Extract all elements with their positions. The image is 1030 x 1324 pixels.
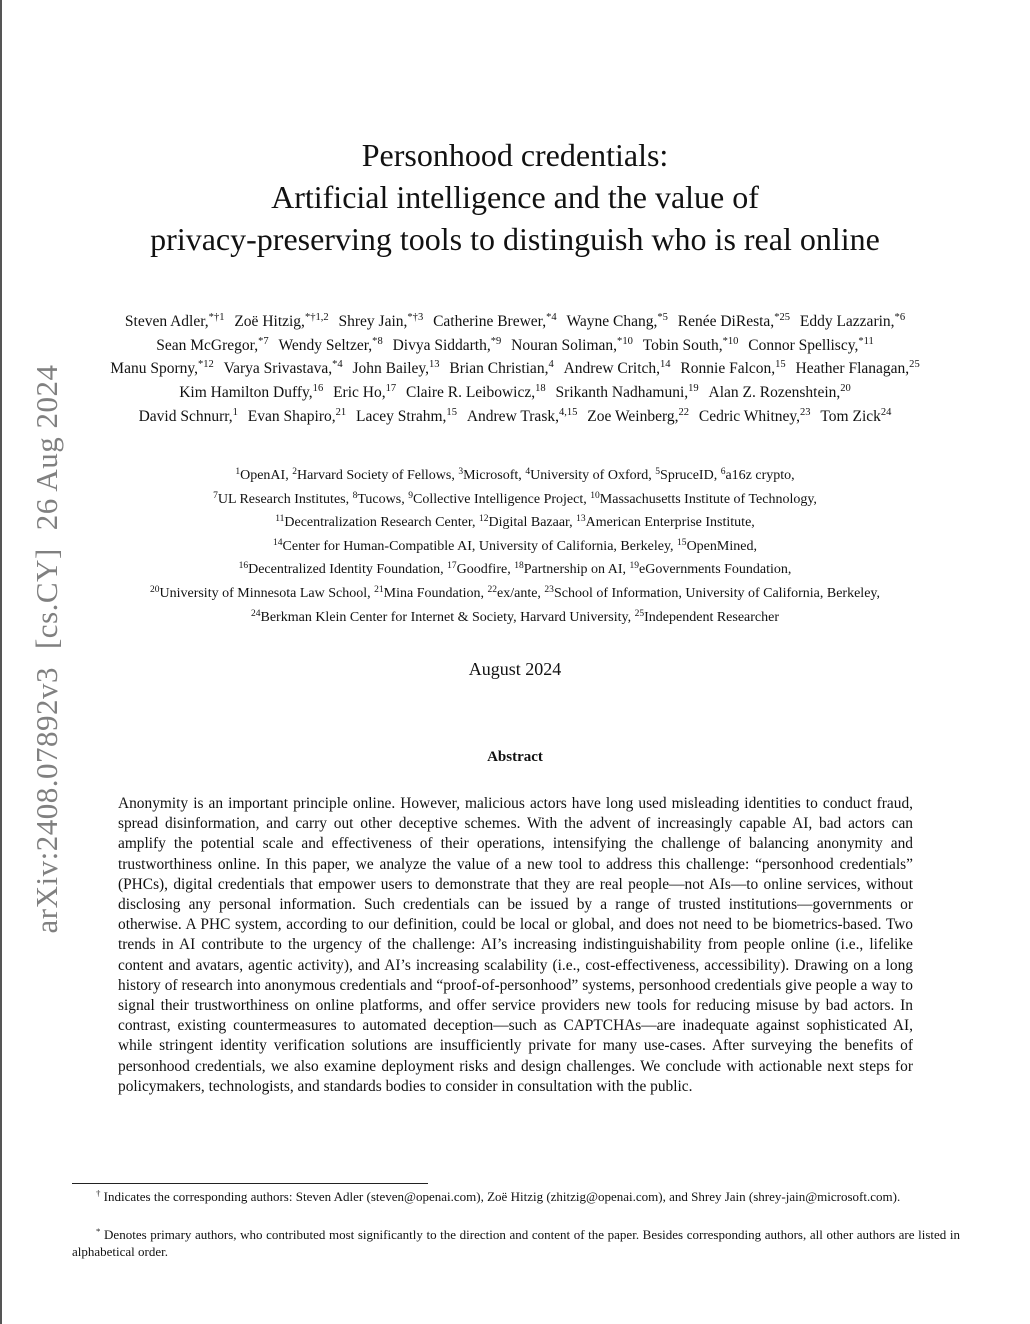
paper-title [0, 134, 1030, 260]
affiliation [576, 515, 755, 530]
affiliation-name: Harvard Society of Fellows, [296, 468, 455, 483]
title-line: Personhood credentials: [361, 137, 669, 173]
author [333, 384, 396, 401]
author-affiliation-marks: *†1 [208, 312, 225, 324]
affiliation-line [0, 464, 1030, 488]
author-name: Wendy Seltzer, [278, 336, 373, 354]
affiliation-number: 21 [374, 584, 384, 595]
affiliation-name: SpruceID, [660, 468, 718, 483]
affiliation [487, 586, 540, 601]
author [234, 313, 328, 330]
publication-date: August 2024 [468, 659, 562, 679]
author [248, 408, 346, 425]
author [820, 408, 891, 425]
author [467, 408, 578, 425]
author-line [0, 357, 1030, 381]
affiliation [525, 468, 651, 483]
author [224, 360, 343, 377]
author-affiliation-marks: 17 [385, 383, 397, 395]
author-affiliation-marks: 15 [446, 407, 457, 419]
author-name: Kim Hamilton Duffy, [179, 384, 313, 402]
affiliation-number: 2 [292, 466, 297, 477]
footnote-mark: * [96, 1226, 101, 1237]
affiliation-name: UL Research Institutes, [217, 491, 350, 507]
author [748, 337, 873, 354]
affiliation-line [0, 582, 1030, 606]
affiliation-name: OpenAI, [240, 468, 289, 483]
author-name: Renée DiResta, [677, 313, 775, 330]
author [449, 360, 553, 377]
affiliation-name: Independent Researcher [644, 609, 780, 625]
affiliation [273, 539, 674, 554]
author-name: Andrew Trask, [466, 407, 559, 425]
author-affiliation-marks: *4 [332, 359, 343, 371]
author [433, 313, 557, 330]
author-affiliation-marks: 21 [335, 407, 347, 419]
affiliation [408, 492, 587, 507]
affiliation [479, 515, 573, 530]
footnote-text: Indicates the corresponding authors: Steven Adler (steven@openai.com), Zoë Hitzig (zhitzig@openai.com), and Shrey Jain (shrey-jain@microsoft.com). [103, 1189, 901, 1204]
affiliation [677, 539, 757, 554]
affiliation [239, 562, 444, 577]
author [709, 384, 851, 401]
author-name: Brian Christian, [449, 360, 549, 378]
title-line: privacy-preserving tools to distinguish who is real online [150, 221, 880, 257]
affiliation [374, 586, 484, 601]
affiliation-number: 18 [514, 561, 524, 572]
author [356, 408, 457, 425]
affiliation-line [0, 535, 1030, 559]
author-name: Zoe Weinberg, [587, 407, 679, 425]
affiliation-name: School of Information, University of California, Berkeley, [553, 585, 881, 601]
author [110, 360, 213, 377]
author-name: Alan Z. Rozenshtein, [708, 384, 841, 402]
author [699, 408, 811, 425]
affiliation-number: 19 [629, 561, 639, 572]
affiliation-name: Collective Intelligence Project, [412, 491, 587, 507]
author-affiliation-marks: *†1,2 [304, 312, 329, 324]
arxiv-id: arXiv:2408.07892v3 [29, 667, 64, 934]
affiliation-number: 25 [634, 608, 645, 619]
author-affiliation-marks: *6 [894, 312, 906, 324]
author-list [0, 310, 1030, 429]
affiliation-name: University of Oxford, [530, 468, 652, 483]
affiliation [251, 610, 631, 625]
affiliation [275, 515, 475, 530]
author-name: Claire R. Leibowicz, [406, 384, 536, 402]
affiliation [590, 492, 817, 507]
author-line [0, 381, 1030, 405]
author-name: Srikanth Nadhamuni, [555, 384, 689, 402]
author-name: Eric Ho, [333, 384, 386, 402]
affiliation-name: University of Minnesota Law School, [159, 585, 371, 601]
author-name: Cedric Whitney, [698, 407, 801, 425]
author-affiliation-marks: *4 [546, 312, 557, 324]
affiliation-number: 10 [590, 490, 600, 501]
author-name: Connor Spelliscy, [748, 336, 859, 354]
affiliation [235, 468, 288, 483]
affiliation-number: 12 [478, 513, 489, 524]
author-name: Steven Adler, [124, 313, 209, 330]
affiliation-name: Berkman Klein Center for Internet & Society, Harvard University, [260, 609, 632, 625]
author-name: Wayne Chang, [566, 313, 658, 330]
affiliation-line [0, 558, 1030, 582]
affiliation-name: Center for Human-Compatible AI, University of California, Berkeley, [282, 538, 674, 554]
author-affiliation-marks: *8 [372, 335, 383, 347]
affiliation-name: Decentralized Identity Foundation, [248, 562, 444, 578]
affiliation-name: Partnership on AI, [523, 562, 626, 578]
author [339, 313, 424, 330]
affiliation-number: 24 [250, 608, 261, 619]
affiliation-number: 23 [544, 584, 554, 595]
author-affiliation-marks: 25 [909, 359, 920, 371]
author-name: Tom Zick [820, 407, 881, 425]
affiliation [721, 468, 795, 483]
author [139, 408, 238, 425]
author [564, 360, 671, 377]
author-affiliation-marks: 20 [840, 383, 851, 395]
author-affiliation-marks: *7 [258, 335, 269, 347]
author-name: Zoë Hitzig, [234, 313, 305, 330]
author-affiliation-marks: *10 [722, 335, 739, 347]
affiliation [635, 610, 779, 625]
author-line [0, 405, 1030, 429]
author-affiliation-marks: 16 [312, 383, 324, 395]
author-affiliation-marks: *†3 [407, 312, 424, 324]
author [796, 360, 920, 377]
footnote-corresponding [72, 1188, 960, 1205]
affiliation-number: 1 [235, 466, 241, 477]
author [643, 337, 739, 354]
author-affiliation-marks: 19 [688, 383, 699, 395]
author [800, 313, 905, 330]
author [179, 384, 323, 401]
affiliation-name: Mina Foundation, [383, 585, 484, 601]
author-name: Andrew Critch, [563, 360, 661, 378]
affiliation-name: eGovernments Foundation, [639, 562, 792, 578]
author [156, 337, 268, 354]
author-affiliation-marks: 1 [232, 407, 238, 419]
affiliation-name: Massachusetts Institute of Technology, [599, 491, 817, 507]
affiliation-number: 15 [677, 537, 687, 548]
author [680, 360, 785, 377]
author-name: Shrey Jain, [338, 313, 408, 330]
author-affiliation-marks: *9 [490, 335, 502, 347]
affiliation-name: Decentralization Research Center, [284, 515, 476, 531]
arxiv-date: 26 Aug 2024 [29, 364, 64, 531]
affiliation [292, 468, 455, 483]
author-name: Ronnie Falcon, [680, 360, 776, 378]
arxiv-watermark [29, 347, 65, 934]
author-name: Manu Sporny, [110, 360, 198, 378]
affiliation-name: Microsoft, [463, 468, 522, 483]
affiliation-number: 13 [576, 513, 586, 524]
author-line [0, 334, 1030, 358]
author [125, 313, 225, 330]
affiliation-name: Digital Bazaar, [488, 515, 573, 531]
affiliation-number: 11 [275, 513, 285, 524]
title-line: Artificial intelligence and the value of [271, 179, 759, 215]
affiliation-number: 4 [525, 466, 531, 477]
footnote-text: Denotes primary authors, who contributed most significantly to the direction and content of the paper. Besides corresponding authors, all other authors are listed in alphabetical order. [72, 1227, 961, 1259]
footnote-primary [72, 1226, 960, 1260]
author-name: Catherine Brewer, [433, 313, 547, 330]
affiliation [544, 586, 880, 601]
affiliation-number: 9 [408, 490, 413, 501]
author [278, 337, 382, 354]
affiliation-number: 14 [273, 537, 283, 548]
affiliation-name: Goodfire, [456, 562, 511, 578]
author-name: John Bailey, [352, 360, 430, 378]
affiliation-number: 3 [458, 466, 464, 477]
affiliation-number: 20 [149, 584, 160, 595]
affiliation-name: a16z crypto, [725, 468, 795, 483]
author-name: Divya Siddarth, [392, 336, 491, 354]
author [353, 360, 440, 377]
affiliation [213, 492, 349, 507]
author [587, 408, 689, 425]
author-name: Eddy Lazzarin, [799, 313, 895, 330]
author-name: Lacey Strahm, [356, 407, 447, 425]
author [406, 384, 546, 401]
author [678, 313, 790, 330]
footnote-mark: † [96, 1188, 101, 1199]
author-affiliation-marks: 22 [678, 407, 689, 419]
affiliation [447, 562, 511, 577]
author-affiliation-marks: 15 [775, 359, 786, 371]
arxiv-category: [cs.CY] [29, 548, 64, 650]
affiliation [514, 562, 626, 577]
author-name: Evan Shapiro, [247, 407, 336, 425]
affiliation-line [0, 488, 1030, 512]
author-affiliation-marks: 4,15 [558, 407, 578, 419]
affiliation-number: 8 [352, 490, 358, 501]
author-affiliation-marks: *10 [617, 335, 633, 347]
abstract-heading: Abstract [487, 749, 543, 765]
affiliation [458, 468, 521, 483]
author-name: Heather Flanagan, [795, 360, 910, 378]
author-name: Tobin South, [642, 336, 723, 354]
affiliation-name: Tucows, [357, 491, 405, 507]
author-affiliation-marks: 13 [429, 359, 440, 371]
author-name: Nouran Soliman, [511, 336, 618, 354]
affiliation-name: American Enterprise Institute, [585, 515, 755, 531]
author [393, 337, 502, 354]
author-name: Varya Srivastava, [223, 360, 333, 378]
affiliation-line [0, 606, 1030, 630]
author-affiliation-marks: *5 [657, 312, 668, 324]
affiliation-line [0, 511, 1030, 535]
affiliation [150, 586, 371, 601]
author-affiliation-marks: *11 [858, 335, 874, 347]
author-affiliation-marks: 4 [548, 359, 554, 371]
footnote-rule [72, 1183, 428, 1184]
author-line [0, 310, 1030, 334]
affiliation-number: 17 [447, 561, 457, 572]
author [556, 384, 699, 401]
author-affiliation-marks: 14 [660, 359, 671, 371]
affiliation-name: OpenMined, [686, 538, 757, 554]
author-name: David Schnurr, [138, 407, 233, 425]
affiliation-name: ex/ante, [497, 585, 541, 601]
author-affiliation-marks: 23 [800, 407, 811, 419]
affiliation-number: 5 [655, 466, 661, 477]
abstract-text: Anonymity is an important principle online. However, malicious actors have long used misleading identities to conduct fraud, spread disinformation, and carry out other deceptive schemes. With the advent of increasingly capable AI, bad actors can amplify the potential scale and effectiveness of their operations, intensifying the challenge of balancing anonymity and trustworthiness online. In this paper, we analyze the value of a new tool to address this challenge: “personhood credentials” (PHCs), digital credentials that empower users to demonstrate that they are real people—not AIs—to online services, without disclosing any personal information. Such credentials can be issued by a range of trusted institutions—governments or otherwise. A PHC system, according to our definition, could be local or global, and does not need to be biometrics-based. Two trends in AI contribute to the urgency of the challenge: AI’s increasing indistinguishability from people online (i.e., lifelike content and avatars, agentic activity), and AI’s increasing scalability (i.e., cost-effectiveness, accessibility). Drawing on a long history of research into anonymous credentials and “proof-of-personhood” systems, personhood credentials give people a way to signal their trustworthiness on online platforms, and offer service providers new tools for reducing misuse by bad actors. In contrast, existing countermeasures to automated deception—such as CAPTCHAs—are inadequate against sophisticated AI, while stringent identity verification solutions are insufficiently private for many use-cases. After surveying the benefits of personhood credentials, we also examine deployment risks and design challenges. We conclude with actionable next steps for policymakers, technologists, and standards bodies to consider in consultation with the public. [118, 795, 913, 1095]
affiliation [353, 492, 405, 507]
affiliation [655, 468, 717, 483]
author-affiliation-marks: 18 [535, 383, 546, 395]
affiliation-list [0, 464, 1030, 629]
affiliation-number: 7 [213, 490, 218, 501]
affiliation [629, 562, 791, 577]
author-affiliation-marks: *25 [774, 312, 790, 324]
affiliation-number: 22 [487, 584, 497, 595]
author-affiliation-marks: 24 [880, 407, 892, 419]
author-name: Sean McGregor, [156, 336, 259, 354]
author-affiliation-marks: *12 [197, 359, 214, 371]
author [566, 313, 667, 330]
author [511, 337, 633, 354]
affiliation-number: 6 [720, 466, 726, 477]
affiliation-number: 16 [238, 561, 249, 572]
